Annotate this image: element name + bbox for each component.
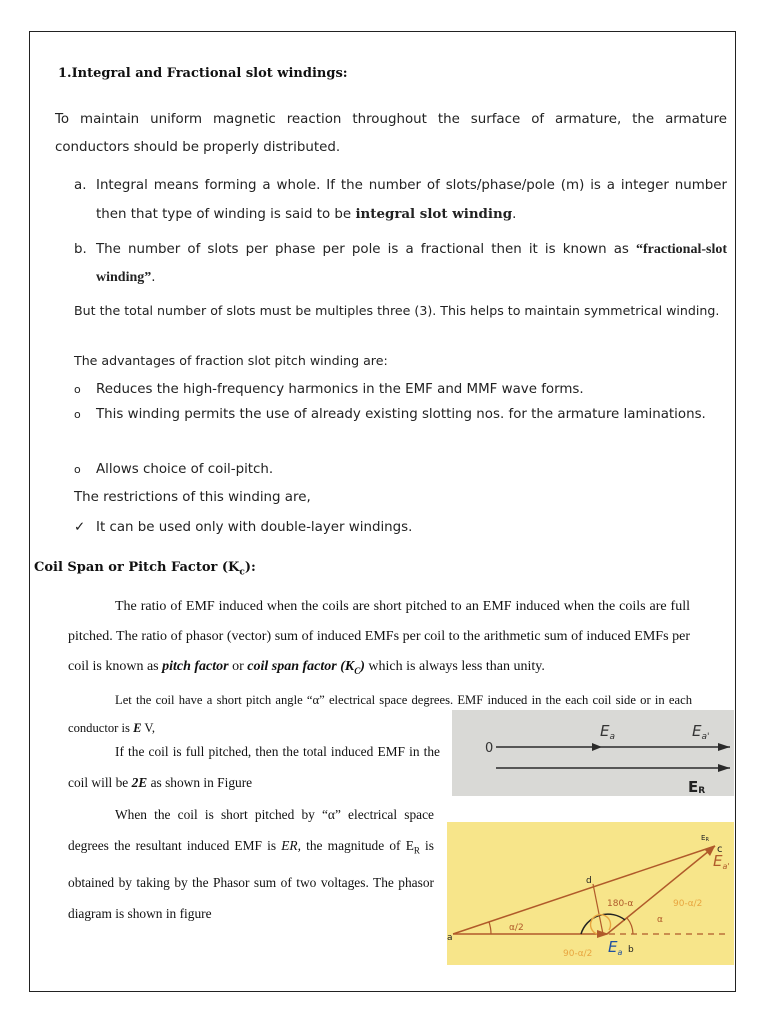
list-item-b: b. The number of slots per phase per pole is a fractional then it is known as “fractional-slot winding”. (74, 236, 727, 292)
ea-label: $E_a$ (600, 722, 615, 742)
origin-label: 0 (485, 741, 494, 756)
angle-180-label: 180-α (607, 899, 634, 909)
point-a-label: a (447, 933, 453, 943)
point-d-label: d (586, 876, 592, 886)
section-heading (58, 66, 348, 81)
perpendicular-line (593, 884, 603, 934)
multiples-paragraph: But the total number of slots must be multiples three (3). This helps to maintain symmetrical winding. (74, 303, 720, 318)
ea2-label: $E_{a'}$ (713, 852, 730, 871)
angle-90-right-label: 90-α/2 (673, 899, 703, 909)
er-label: ER (688, 778, 706, 796)
restriction-item: ✓ It can be used only with double-layer windings. (74, 514, 727, 542)
full-pitch-figure (452, 710, 734, 796)
er-arrowhead (718, 764, 730, 772)
point-c-label: c (717, 844, 723, 855)
advantage-item: o Reduces the high-frequency harmonics in the EMF and MMF wave forms. (74, 376, 727, 404)
pitch-factor-definition: The ratio of EMF induced when the coils are short pitched to an EMF induced when the coils are full pitched. The ratio of phasor (vector) sum of induced EMFs per coil to the arithmetic sum of induced EMFs per coil is known as pitch factor or coil span factor $(K_C)$ which is always less than unity. (68, 599, 690, 676)
pitch-factor-heading: Coil Span or Pitch Factor $(K_c)$: (34, 560, 256, 578)
er-label: ER (701, 834, 709, 843)
term-fractional: “fractional-slot winding” (96, 242, 727, 285)
bullet-icon: o (74, 408, 81, 421)
angle-90-bottom-label: 90-α/2 (563, 949, 593, 959)
intro-paragraph: To maintain uniform magnetic reaction throughout the surface of armature, the armature conductors should be properly distributed. (55, 112, 727, 155)
point-b-label: b (628, 945, 634, 955)
list-item-a: a. Integral means forming a whole. If the number of slots/phase/pole (m) is a integer number then that type of winding is said to be integral slot winding. (74, 172, 727, 229)
term-integral: integral slot winding (355, 206, 513, 222)
check-icon: ✓ (74, 520, 86, 535)
alpha-label: α (657, 915, 663, 925)
ea2-arrowhead (718, 743, 730, 751)
ea-arrowhead (592, 743, 602, 751)
full-pitch-paragraph: If the coil is full pitched, then the total induced EMF in the coil will be 2E as shown in Figure (68, 744, 440, 790)
section-number: 1. (58, 66, 72, 81)
short-pitch-paragraph: Let the coil have a short pitch angle “α” electrical space degrees. EMF induced in the each coil side or in each conductor is E V, (68, 693, 692, 735)
half-alpha-arc (489, 922, 491, 934)
restrictions-intro: The restrictions of this winding are, (74, 490, 311, 505)
resultant-emf-paragraph: When the coil is short pitched by “α” electrical space degrees the resultant induced EMF is ER, the magnitude of $E_R$ is obtained by taking by the Phasor sum of two voltages. The phasor diagram is shown in figure (68, 807, 434, 921)
term-pitch-factor: pitch factor (162, 659, 229, 674)
section-title: Integral and Fractional slot windings: (71, 66, 348, 81)
advantages-intro: The advantages of fraction slot pitch winding are: (74, 353, 388, 368)
ea2-label: $E_{a'}$ (692, 722, 710, 742)
term-coil-span-factor: coil span factor $(K_C)$ (247, 659, 365, 676)
bullet-icon: o (74, 383, 81, 396)
alpha-arc (627, 918, 633, 934)
list-marker: a. (74, 178, 87, 193)
half-alpha-label: α/2 (509, 923, 524, 933)
short-pitch-phasor-figure (447, 822, 734, 965)
advantage-item: o Allows choice of coil-pitch. (74, 456, 727, 484)
advantage-item: o This winding permits the use of already existing slotting nos. for the armature laminations. (74, 402, 727, 428)
list-marker: b. (74, 242, 87, 257)
ea-label: $E_a$ (608, 938, 623, 957)
bullet-icon: o (74, 463, 81, 476)
er-phasor-line (453, 846, 715, 934)
